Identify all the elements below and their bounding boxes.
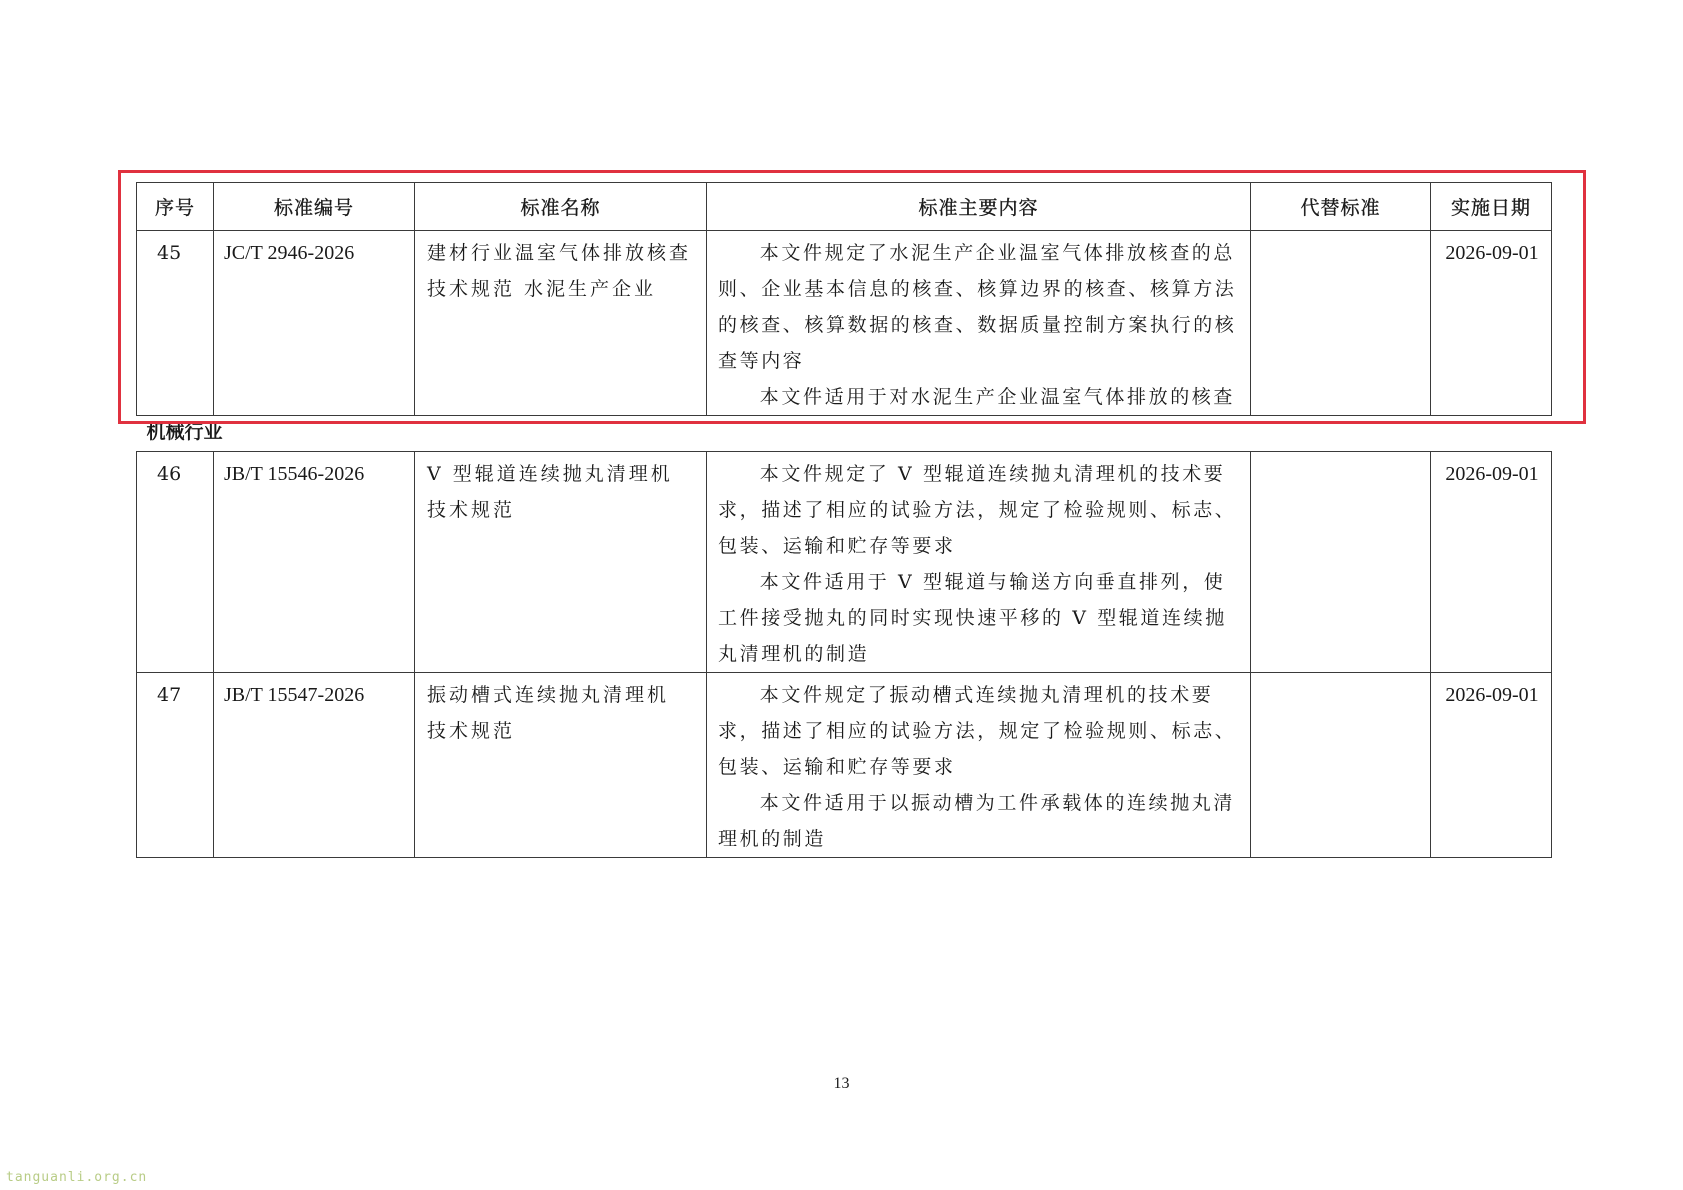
cell-main-content bbox=[707, 231, 1251, 416]
header-replaced-standard: 代替标准 bbox=[1251, 183, 1431, 231]
table-header-row bbox=[137, 183, 1552, 231]
header-effective-date: 实施日期 bbox=[1431, 183, 1552, 231]
cell-main-content bbox=[707, 452, 1251, 673]
cell-effective-date: 2026-09-01 bbox=[1431, 452, 1552, 673]
cell-serial-no: 47 bbox=[137, 673, 214, 858]
content-paragraph: 本文件规定了 V 型辊道连续抛丸清理机的技术要求，描述了相应的试验方法，规定了检验规则、标志、包装、运输和贮存等要求 bbox=[718, 463, 1237, 557]
header-serial-no: 序号 bbox=[137, 183, 214, 231]
table-row bbox=[137, 673, 1552, 858]
standards-table bbox=[136, 182, 1552, 858]
cell-replaced-standard bbox=[1251, 673, 1431, 858]
content-paragraph: 本文件适用于 V 型辊道与输送方向垂直排列，使工件接受抛丸的同时实现快速平移的 V 型辊道连续抛丸清理机的制造 bbox=[718, 571, 1227, 665]
cell-standard-name: 振动槽式连续抛丸清理机 技术规范 bbox=[415, 673, 707, 858]
cell-standard-code: JC/T 2946-2026 bbox=[214, 231, 415, 416]
content-paragraph: 本文件规定了振动槽式连续抛丸清理机的技术要求，描述了相应的试验方法，规定了检验规则、标志、包装、运输和贮存等要求 bbox=[718, 684, 1237, 778]
cell-effective-date: 2026-09-01 bbox=[1431, 673, 1552, 858]
content-paragraph: 本文件适用于以振动槽为工件承载体的连续抛丸清理机的制造 bbox=[718, 792, 1235, 850]
section-row bbox=[137, 416, 1552, 452]
cell-standard-name: 建材行业温室气体排放核查技术规范 水泥生产企业 bbox=[415, 231, 707, 416]
cell-standard-code: JB/T 15546-2026 bbox=[214, 452, 415, 673]
cell-main-content bbox=[707, 673, 1251, 858]
cell-replaced-standard bbox=[1251, 231, 1431, 416]
section-label: 机械行业 bbox=[137, 416, 1552, 452]
cell-effective-date: 2026-09-01 bbox=[1431, 231, 1552, 416]
header-standard-name: 标准名称 bbox=[415, 183, 707, 231]
table-row bbox=[137, 231, 1552, 416]
cell-serial-no: 45 bbox=[137, 231, 214, 416]
content-paragraph: 本文件适用于对水泥生产企业温室气体排放的核查 bbox=[759, 386, 1235, 408]
content-paragraph: 本文件规定了水泥生产企业温室气体排放核查的总则、企业基本信息的核查、核算边界的核查、核算方法的核查、核算数据的核查、数据质量控制方案执行的核查等内容 bbox=[718, 242, 1237, 372]
watermark: tanguanli.org.cn bbox=[6, 1170, 148, 1185]
cell-serial-no: 46 bbox=[137, 452, 214, 673]
cell-standard-code: JB/T 15547-2026 bbox=[214, 673, 415, 858]
cell-standard-name: V 型辊道连续抛丸清理机 技术规范 bbox=[415, 452, 707, 673]
cell-replaced-standard bbox=[1251, 452, 1431, 673]
page-number: 13 bbox=[833, 1075, 850, 1092]
table-row bbox=[137, 452, 1552, 673]
header-standard-code: 标准编号 bbox=[214, 183, 415, 231]
header-main-content: 标准主要内容 bbox=[707, 183, 1251, 231]
